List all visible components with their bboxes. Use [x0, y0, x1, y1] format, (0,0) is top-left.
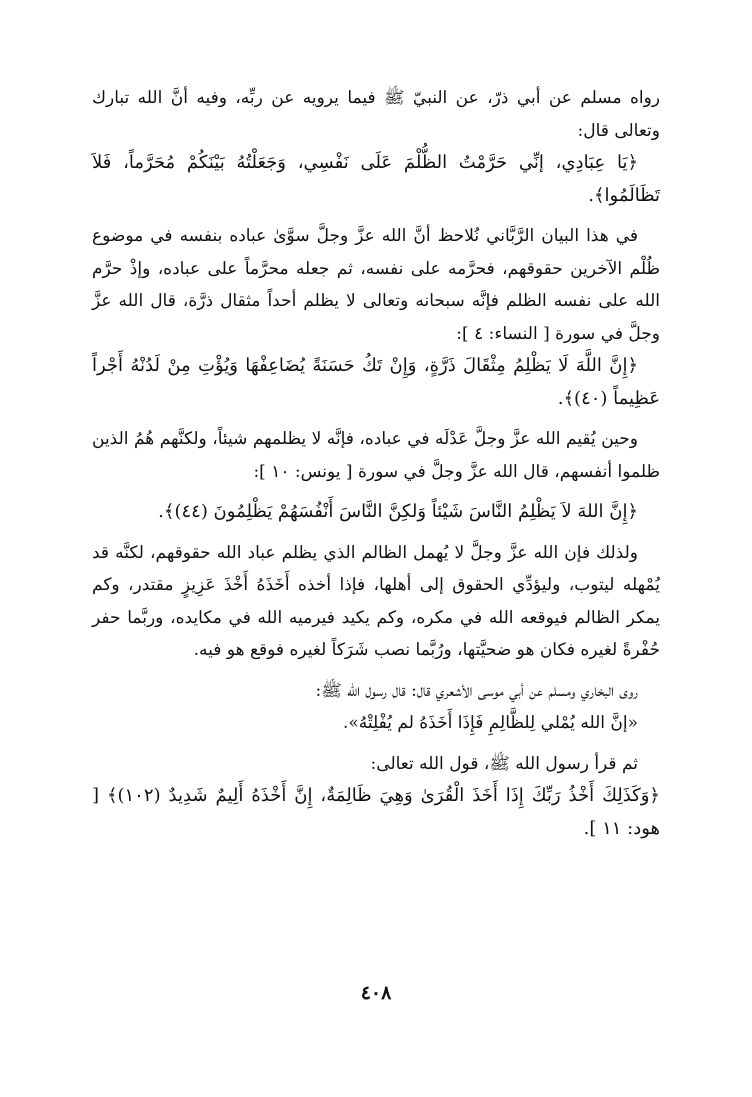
quran-verse-hud: ﴿وَكَذَلِكَ أَخْذُ رَبِّكَ إِذَا أَخَذَ الْقُرَىٰ وَهِيَ ظَالِمَةٌ، إِنَّ أَخْذَهُ أَلِيمٌ شَدِيدٌ (١٠٢)﴾ [ هود: ١١ ].: [92, 785, 660, 839]
paragraph-justice: وحين يُقيم الله عزَّ وجلَّ عَدْلَه في عباده، فإنَّه لا يظلمهم شيئاً، ولكنَّهم هُمُ الذين ظلموا أنفسهم، قال الله عزَّ وجلَّ في سورة [ يونس: ١٠ ]:: [92, 429, 660, 482]
quran-verse-nisa: ﴿إِنَّ اللَّهَ لَا يَظْلِمُ مِثْقَالَ ذَرَّةٍ، وَإِنْ تَكُ حَسَنَةً يُضَاعِفْهَا وَيُؤْتِ مِنْ لَدُنْهُ أَجْراً عَظِيماً (٤٠)﴾.: [92, 355, 660, 409]
paragraph-oppressor: ولذلك فإن الله عزَّ وجلَّ لا يُهمل الظالم الذي يظلم عباد الله حقوقهم، لكنَّه قد يُمْهله ليتوب، وليؤدِّي الحقوق إلى أهلها، فإذا أخذه أَخَذَهُ أَخْذَ عَزِيزٍ مقتدر، وكم يمكر الظالم فيوقعه الله في مكره، وكم يكيد فيرميه الله في مكايده، وربَّما حفر حُفْرةً لغيره فكان هو ضحيَّتها، ورُبَّما نصب شَرَكاً لغيره فوقع هو فيه.: [92, 542, 660, 660]
page-number: ٤٠٨: [360, 982, 392, 1004]
quran-verse-yunus: ﴿إِنَّ اللهَ لاَ يَظْلِمُ النَّاسَ شَيْئاً وَلكِنَّ النَّاسَ أَنْفُسَهُمْ يَظْلِمُونَ (٤٤)﴾.: [158, 501, 638, 522]
paragraph-recitation-intro: ثم قرأ رسول الله ﷺ، قول الله تعالى:: [370, 753, 638, 774]
paragraph-commentary: في هذا البيان الرَّبَّاني نُلاحظ أنَّ الله عزَّ وجلَّ سوَّىٰ عباده بنفسه في موضوع ظُلْم الآخرين حقوقهم، فحرَّمه على نفسه، ثم جعله محرَّماً على عباده، وإذْ حرَّم الله على نفسه الظلم فإنَّه سبحانه وتعالى لا يظلم أحداً مثقال ذرَّة، قال الله عزَّ وجلَّ في سورة [ النساء: ٤ ]:: [92, 226, 660, 344]
page-body: [92, 82, 660, 845]
paragraph-hadith-intro: رواه مسلم عن أبي ذرّ، عن النبيّ ﷺ فيما يرويه عن ربِّه، وفيه أنَّ الله تبارك وتعالى قال:: [92, 88, 660, 141]
hadith-qudsi-quote: ﴿يَا عِبَادِي، إنِّي حَرَّمْتُ الظُّلْمَ عَلَى نَفْسِي، وَجَعَلْتُهُ بَيْنَكُمْ مُحَرَّماً، فَلاَ تَظَالَمُوا﴾.: [92, 152, 660, 206]
paragraph-bukhari-narration: روى البخاري ومسلم عن أبي موسى الأشعري قال: قال رسول الله ﷺ:: [315, 680, 638, 701]
hadith-quote: «إنَّ الله يُمْلي لِلظَّالِمِ فَإِذَا أَخَذَهُ لم يُفْلِتْهُ».: [342, 713, 638, 733]
